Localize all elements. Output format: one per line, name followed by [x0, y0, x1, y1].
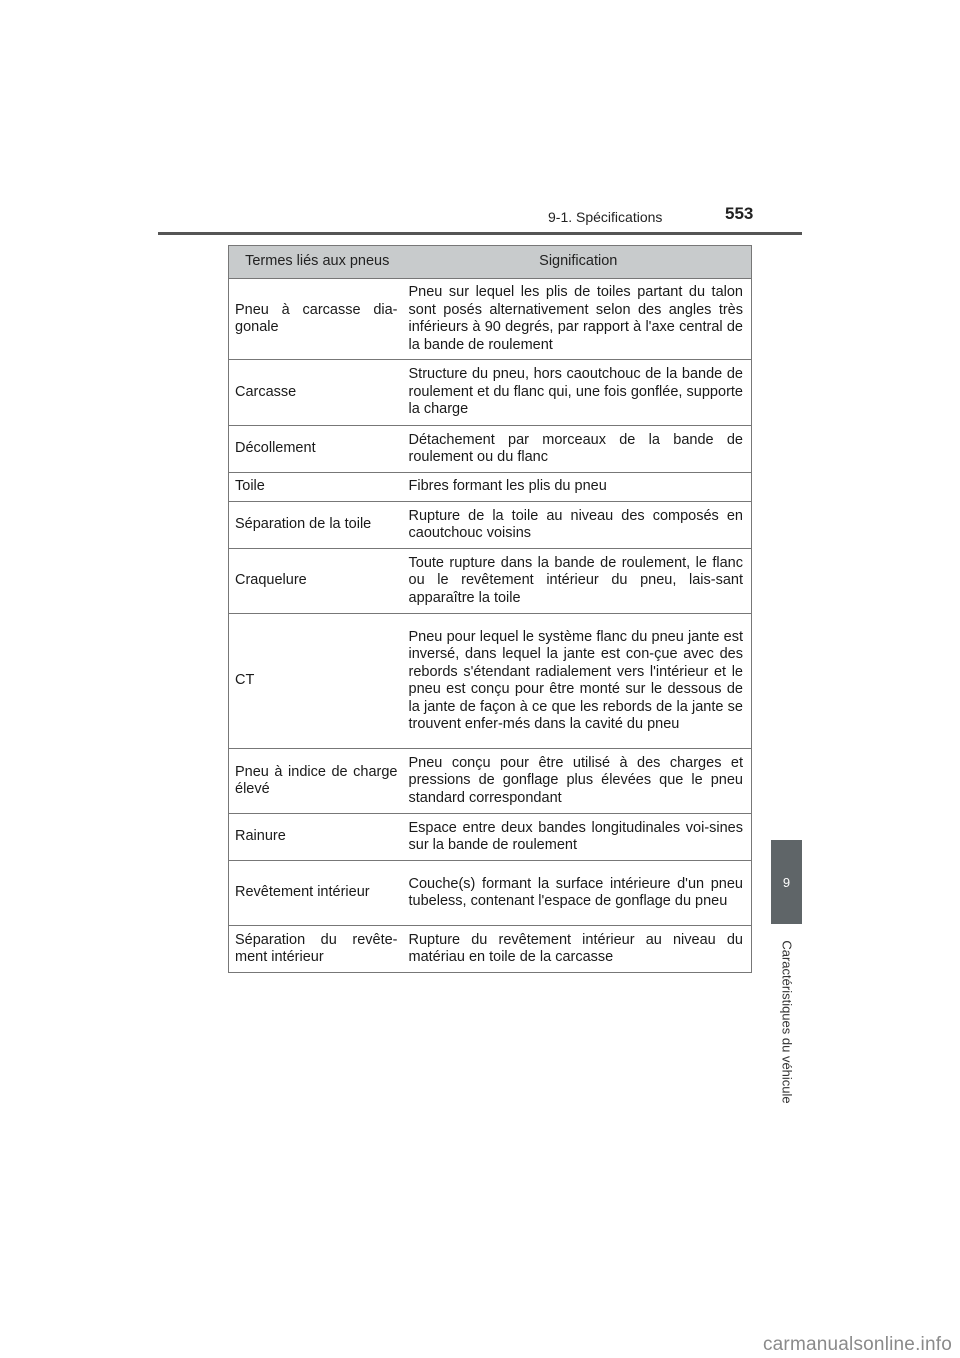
- table-row: [229, 926, 752, 973]
- chapter-label: Caractéristiques du véhicule: [779, 940, 795, 1104]
- table-row: [229, 360, 752, 426]
- term-cell: Craquelure: [229, 549, 406, 614]
- header-divider: [158, 232, 802, 235]
- chapter-number: 9: [782, 874, 791, 890]
- term-cell: Séparation de la toile: [229, 502, 406, 549]
- table-header-row: [229, 246, 752, 279]
- term-cell: Revêtement intérieur: [229, 861, 406, 926]
- term-cell: Pneu à carcasse dia-gonale: [229, 279, 406, 360]
- table-row: [229, 614, 752, 749]
- term-cell: Pneu à indice de charge élevé: [229, 749, 406, 814]
- meaning-cell: Couche(s) formant la surface intérieure d'un pneu tubeless, contenant l'espace de gonflage du pneu: [406, 861, 752, 926]
- meaning-cell: Rupture du revêtement intérieur au niveau du matériau en toile de la carcasse: [406, 926, 752, 973]
- table-row: [229, 502, 752, 549]
- column-header-meaning: Signification: [406, 246, 752, 279]
- term-cell: Rainure: [229, 814, 406, 861]
- table-row: [229, 473, 752, 502]
- table-row: [229, 279, 752, 360]
- term-cell: Carcasse: [229, 360, 406, 426]
- term-cell: CT: [229, 614, 406, 749]
- meaning-cell: Pneu sur lequel les plis de toiles partant du talon sont posés alternativement selon des angles très inférieurs à 90 degrés, par rapport à l'axe central de la bande de roulement: [406, 279, 752, 360]
- page-number: 553: [725, 204, 754, 223]
- meaning-cell: Structure du pneu, hors caoutchouc de la bande de roulement et du flanc qui, une fois gonflée, supporte la charge: [406, 360, 752, 426]
- table-row: [229, 861, 752, 926]
- watermark: carmanualsonline.info: [762, 1334, 952, 1355]
- chapter-tab: [771, 840, 802, 924]
- term-cell: Toile: [229, 473, 406, 502]
- table-row: [229, 749, 752, 814]
- tire-terms-table: [228, 245, 752, 973]
- term-cell: Séparation du revête-ment intérieur: [229, 926, 406, 973]
- section-title: 9-1. Spécifications: [548, 209, 663, 225]
- term-cell: Décollement: [229, 426, 406, 473]
- meaning-cell: Pneu conçu pour être utilisé à des charges et pressions de gonflage plus élevées que le pneu standard correspondant: [406, 749, 752, 814]
- table-row: [229, 549, 752, 614]
- meaning-cell: Rupture de la toile au niveau des composés en caoutchouc voisins: [406, 502, 752, 549]
- meaning-cell: Fibres formant les plis du pneu: [406, 473, 752, 502]
- table-row: [229, 426, 752, 473]
- table-row: [229, 814, 752, 861]
- meaning-cell: Toute rupture dans la bande de roulement, le flanc ou le revêtement intérieur du pneu, lais-sant apparaître la toile: [406, 549, 752, 614]
- column-header-term: Termes liés aux pneus: [229, 246, 406, 279]
- meaning-cell: Pneu pour lequel le système flanc du pneu jante est inversé, dans lequel la jante est con-çue avec des rebords s'étendant radialement vers l'intérieur et le pneu est conçu pour être monté sur le dessous de la jante de façon à ce que les rebords de la jante se trouvent enfer-més dans la cavité du pneu: [406, 614, 752, 749]
- meaning-cell: Détachement par morceaux de la bande de roulement ou du flanc: [406, 426, 752, 473]
- meaning-cell: Espace entre deux bandes longitudinales voi-sines sur la bande de roulement: [406, 814, 752, 861]
